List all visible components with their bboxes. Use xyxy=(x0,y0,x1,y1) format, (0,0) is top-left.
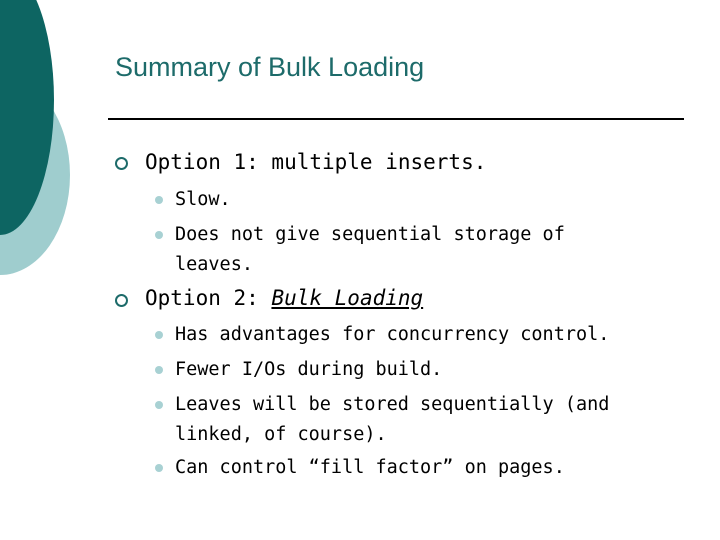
sub-bullet-concurrency: Has advantages for concurrency control. xyxy=(175,324,610,345)
bullet-option-1: Option 1: multiple inserts. xyxy=(145,150,487,174)
option-2-emphasis: Bulk Loading xyxy=(271,286,424,310)
hollow-bullet-icon xyxy=(115,157,128,170)
dot-bullet-icon xyxy=(155,231,163,239)
dot-bullet-icon xyxy=(155,401,163,409)
sub-bullet-slow: Slow. xyxy=(175,189,231,210)
dot-bullet-icon xyxy=(155,196,163,204)
hollow-bullet-icon xyxy=(115,294,128,307)
sub-bullet-sequential-leaves: Leaves will be stored sequentially (and linked, of course). xyxy=(175,394,610,445)
option-2-prefix: Option 2: xyxy=(145,286,272,310)
slide-title: Summary of Bulk Loading xyxy=(115,52,425,82)
sub-bullet-no-sequential: Does not give sequential storage of leaves. xyxy=(175,224,565,275)
dot-bullet-icon xyxy=(155,464,163,472)
bullet-option-2 xyxy=(145,286,423,310)
title-divider xyxy=(108,118,684,120)
dot-bullet-icon xyxy=(155,331,163,339)
sub-bullet-fill-factor: Can control “fill factor” on pages. xyxy=(175,457,565,478)
corner-decoration xyxy=(0,0,90,290)
dot-bullet-icon xyxy=(155,366,163,374)
sub-bullet-fewer-ios: Fewer I/Os during build. xyxy=(175,359,443,380)
